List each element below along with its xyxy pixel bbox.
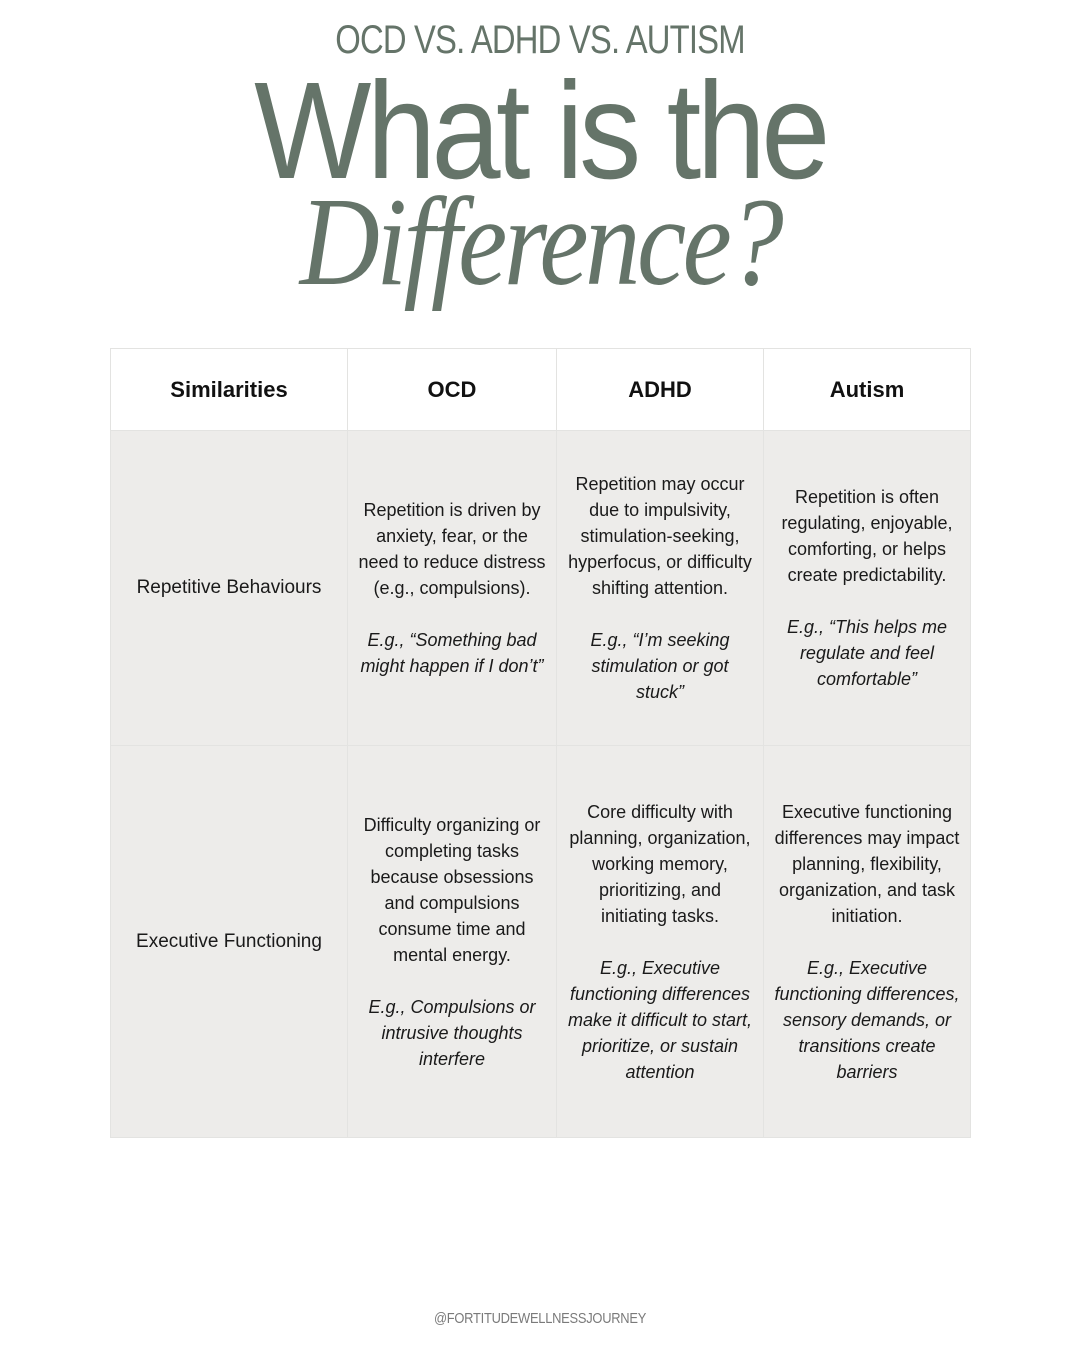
comparison-table	[110, 348, 971, 1138]
cell-description: Executive functioning differences may impact planning, flexibility, organization, and task initiation.	[774, 801, 960, 926]
header-ocd: OCD	[348, 349, 557, 431]
title-line-1: What is the	[254, 54, 826, 208]
cell-example: E.g., Executive functioning differences make it difficult to start, prioritize, or sustain attention	[567, 957, 753, 1082]
cell-adhd-executive	[557, 746, 764, 1138]
cell-example: E.g., “This helps me regulate and feel comfortable”	[786, 617, 948, 689]
table-row	[111, 746, 971, 1138]
cell-ocd-repetitive	[348, 431, 557, 746]
cell-autism-repetitive	[764, 431, 971, 746]
table-row	[111, 431, 971, 746]
cell-example: E.g., “I’m seeking stimulation or got stuck”	[590, 630, 730, 702]
table-header-row	[111, 349, 971, 431]
cell-description: Repetition is often regulating, enjoyable, comforting, or helps create predictability.	[781, 487, 953, 585]
cell-ocd-executive	[348, 746, 557, 1138]
kicker-heading: OCD VS. ADHD VS. AUTISM	[335, 18, 745, 62]
cell-adhd-repetitive	[557, 431, 764, 746]
cell-example: E.g., “Something bad might happen if I don’t”	[360, 630, 544, 676]
row-label-executive-functioning: Executive Functioning	[111, 746, 348, 1138]
cell-example: E.g., Compulsions or intrusive thoughts interfere	[368, 996, 536, 1069]
cell-description: Difficulty organizing or completing tasks because obsessions and compulsions consume time and mental energy.	[363, 814, 541, 965]
title-line-2: Difference?	[299, 173, 781, 312]
header-adhd: ADHD	[557, 349, 764, 431]
header-similarities: Similarities	[111, 349, 348, 431]
row-label-repetitive-behaviours: Repetitive Behaviours	[111, 431, 348, 746]
cell-description: Repetition is driven by anxiety, fear, or the need to reduce distress (e.g., compulsions).	[358, 500, 546, 598]
cell-description: Repetition may occur due to impulsivity, stimulation-seeking, hyperfocus, or difficulty shifting attention.	[568, 474, 752, 598]
header-autism: Autism	[764, 349, 971, 431]
footer-handle: @FORTITUDEWELLNESSJOURNEY	[433, 1310, 647, 1327]
cell-description: Core difficulty with planning, organization, working memory, prioritizing, and initiating tasks.	[569, 801, 751, 926]
cell-example: E.g., Executive functioning differences, sensory demands, or transitions create barriers	[774, 957, 960, 1082]
cell-autism-executive	[764, 746, 971, 1138]
